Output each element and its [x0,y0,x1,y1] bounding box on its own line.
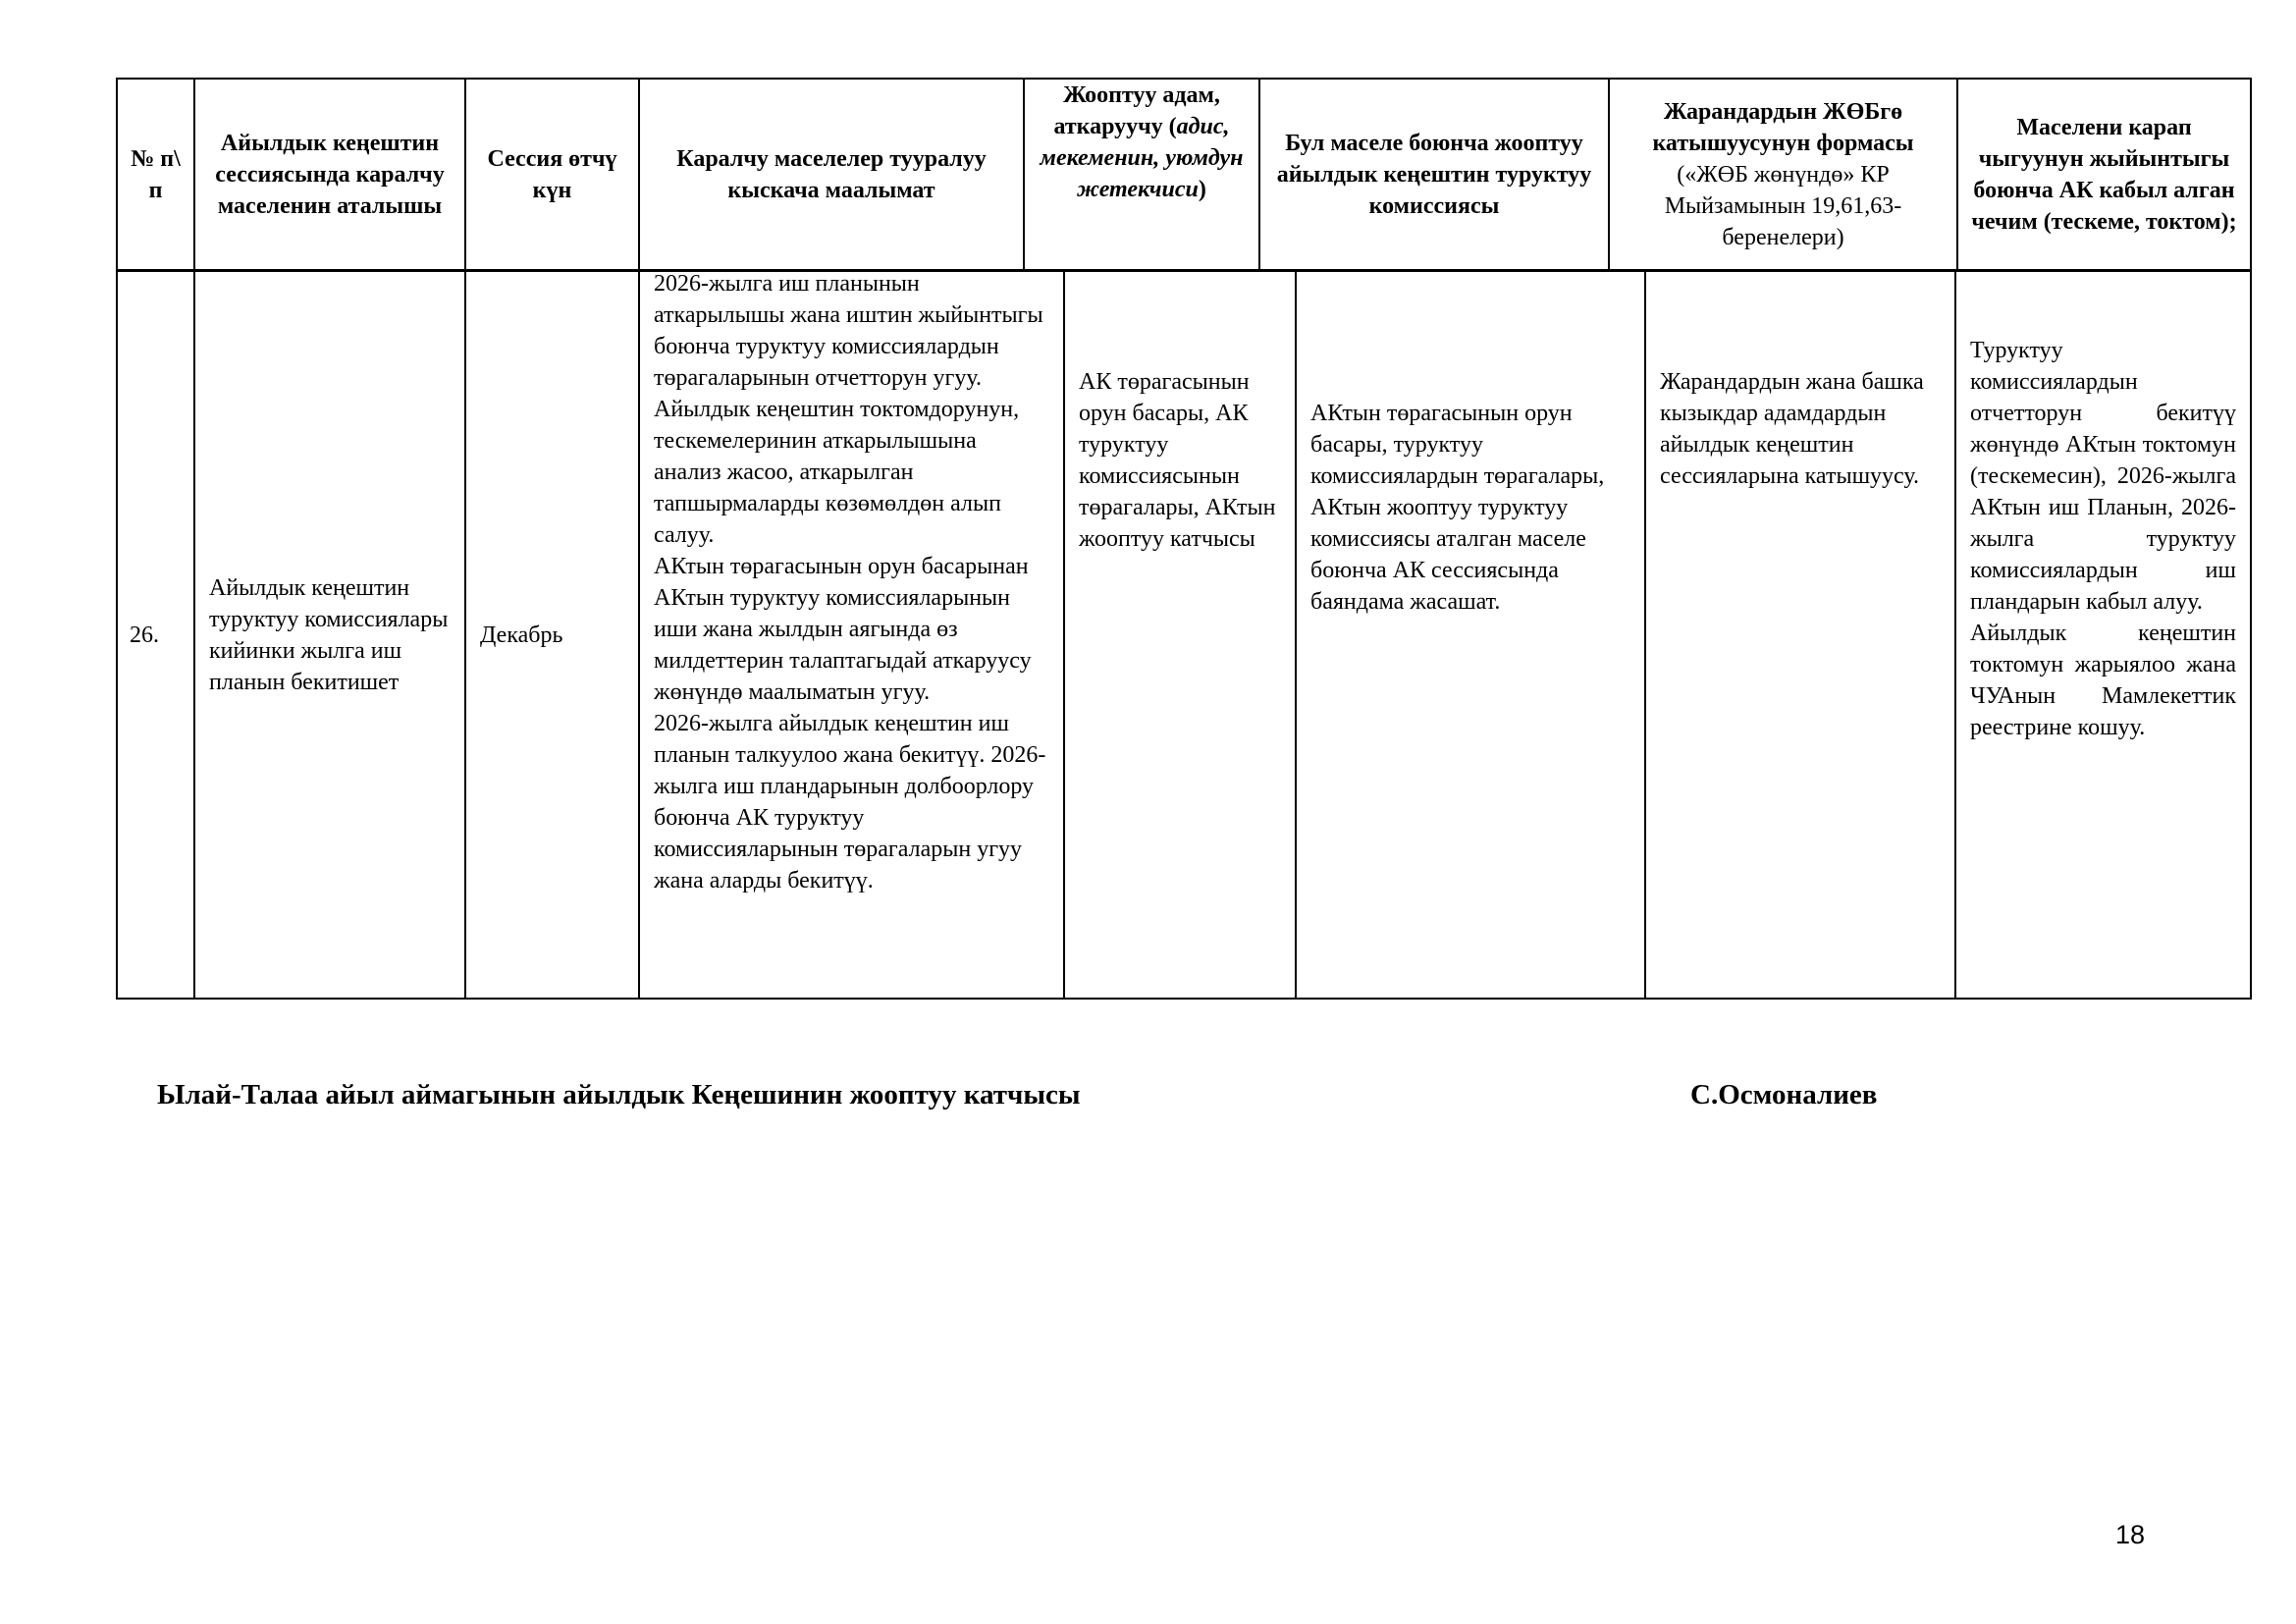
header-commission: Бул маселе боюнча жооптуу айылдык кеңештин туруктуу комиссиясы [1259,79,1609,270]
table-row [117,271,2251,999]
header-issue-title: Айылдык кеңештин сессиясында каралчу маселенин аталышы [194,79,465,270]
row-summary: 2026-жылга иш планынын аткарылышы жана иштин жыйынтыгы боюнча туруктуу комиссиялардын төрагаларынын отчетторун угуу. Айылдык кеңештин токтомдорунун, тескемелеринин аткарылышына анализ жасоо, аткарылган тапшырмаларды көзөмөлдөн алып салуу. АКтын төрагасынын орун басарынан АКтын туруктуу комиссияларынын иши жана жылдын аягында өз милдеттерин талаптагыдай аткаруусу жөнүндө маалыматын угуу. 2026-жылга айылдык кеңештин иш планын талкуулоо жана бекитүү. 2026-жылга иш пландарынын долбоорлору боюнча АК туруктуу комиссияларынын төрагаларын угуу жана аларды бекитүү. [639,271,1064,999]
row-issue-title: Айылдык кеңештин туруктуу комиссиялары кийинки жылга иш планын бекитишет [194,271,465,999]
page-number: 18 [2115,1520,2146,1549]
header-session-date: Сессия өтчү күн [465,79,639,270]
row-commission: АКтын төрагасынын орун басары, туруктуу комиссиялардын төрагалары, АКтын жооптуу туруктуу комиссиясы аталган маселе боюнча АК сессиясында баяндама жасашат. [1296,271,1645,999]
plan-table-body [116,270,2252,1000]
header-participation: Жарандардын ЖӨБгө катышуусунун формасы («ЖӨБ жөнүндө» КР Мыйзамынын 19,61,63-беренелери) [1609,79,1957,270]
header-summary: Каралчу маселелер тууралуу кыскача маалымат [639,79,1024,270]
plan-table-header [116,78,2252,271]
signatory-name: С.Осмоналиев [1690,1079,1878,1110]
row-number: 26. [117,271,194,999]
row-participation: Жарандардын жана башка кызыкдар адамдардын айылдык кеңештин сессияларына катышуусу. [1645,271,1955,999]
header-decision: Маселени карап чыгуунун жыйынтыгы боюнча АК кабыл алган чечим (тескеме, токтом); [1957,79,2251,270]
row-session-date: Декабрь [465,271,639,999]
header-number: № п\ п [117,79,194,270]
header-responsible: Жооптуу адам, аткаруучу (адис, мекеменин, уюмдун жетекчиси) [1024,79,1259,270]
row-responsible: АК төрагасынын орун басары, АК туруктуу комиссиясынын төрагалары, АКтын жооптуу катчысы [1064,271,1296,999]
signature-title: Ылай-Талаа айыл аймагынын айылдык Кеңешинин жооптуу катчысы [157,1079,1081,1110]
row-decision: Туруктуу комиссиялардын отчетторун бекитүү жөнүндө АКтын токтомун (тескемесин), 2026-жылга АКтын иш Планын, 2026-жылга туруктуу комиссиялардын иш пландарын кабыл алуу. Айылдык кеңештин токтомун жарыялоо жана ЧУАнын Мамлекеттик реестрине кошуу. [1955,271,2251,999]
